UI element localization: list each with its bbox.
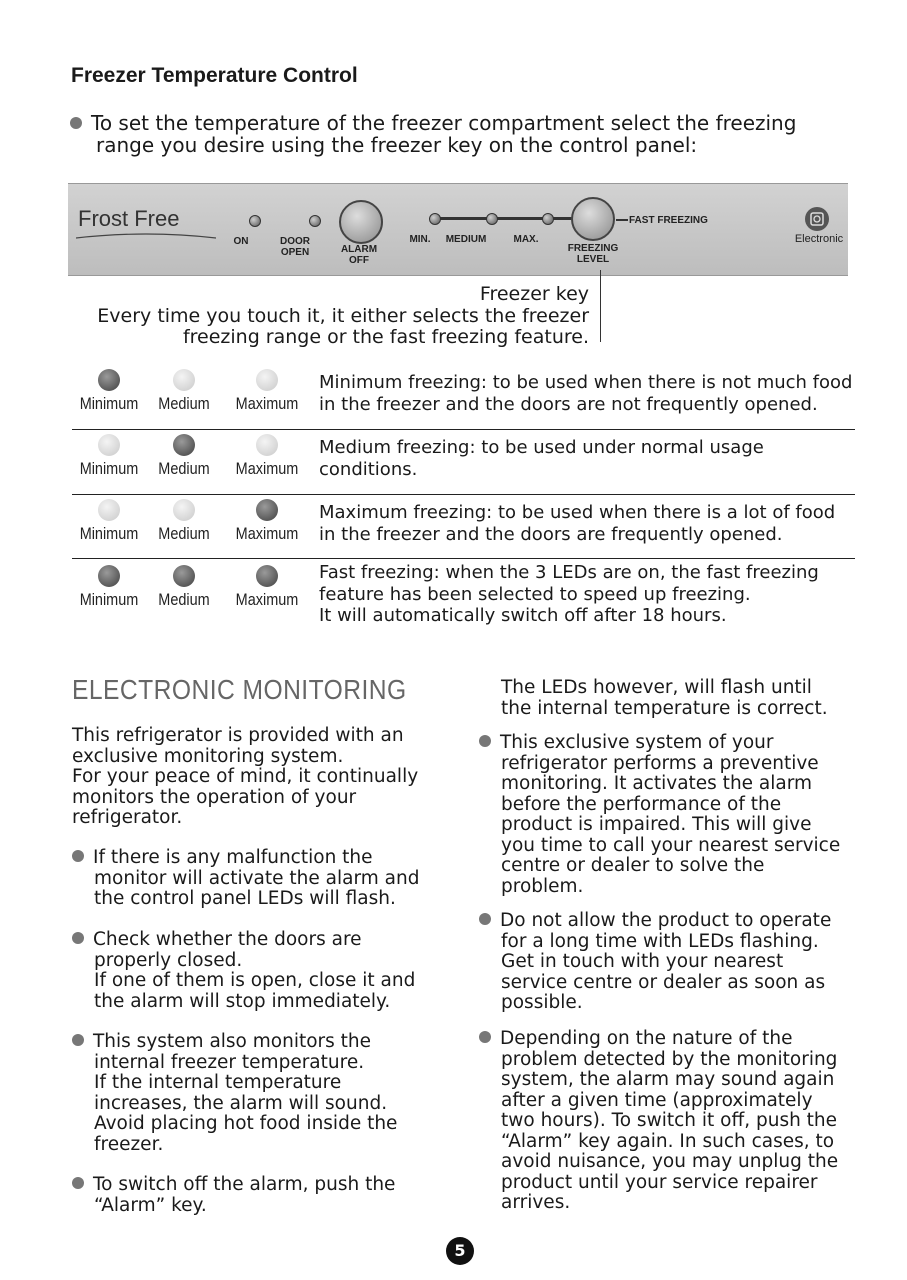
monitoring-title: ELECTRONIC MONITORING: [72, 674, 407, 705]
led-indicator: [69, 369, 149, 414]
electronic-icon: [801, 206, 833, 234]
medium-led-icon: [486, 213, 498, 225]
led-off-icon: [173, 499, 195, 521]
led-label: Maximum: [235, 394, 299, 413]
brand-logo: Frost Free: [78, 206, 180, 231]
bullet-item: [479, 911, 831, 1014]
alarm-label-line1: ALARM: [340, 244, 378, 255]
monitoring-intro: [72, 726, 418, 829]
brand-swoosh: [76, 232, 216, 242]
text-line: increases, the alarm will sound.: [94, 1092, 388, 1114]
led-label: Medium: [158, 524, 210, 543]
freezing-label-line1: FREEZING: [567, 243, 619, 254]
bullet-item: [72, 1175, 395, 1216]
bullet-icon: [72, 1177, 84, 1189]
led-label: Medium: [158, 394, 210, 413]
text-line: for a long time with LEDs flashing.: [501, 930, 819, 952]
led-indicator: [144, 499, 224, 544]
led-indicator: [69, 565, 149, 610]
text-line: two hours). To switch it off, push the: [501, 1110, 838, 1131]
mode-description-line: Minimum freezing: to be used when there is not much food: [319, 372, 853, 393]
intro-line-2: range you desire using the freezer key on the control panel:: [96, 133, 698, 157]
mode-description-line: feature has been selected to speed up freezing.: [319, 583, 751, 605]
text-line: refrigerator performs a preventive: [501, 752, 819, 774]
text-line: This exclusive system of your: [479, 733, 840, 754]
freezing-mode-row: [72, 495, 855, 559]
led-on-icon: [256, 565, 278, 587]
bullet-icon: [72, 932, 84, 944]
led-on-icon: [98, 565, 120, 587]
bullet-icon: [72, 850, 84, 862]
mode-description: [319, 502, 835, 545]
led-label: Maximum: [235, 459, 299, 478]
freezing-label-line2: LEVEL: [576, 254, 610, 265]
text-line: This system also monitors the: [72, 1032, 397, 1053]
page-number: 5: [446, 1237, 474, 1265]
led-indicator: [144, 434, 224, 479]
freezing-scale-bar: [436, 217, 576, 220]
mode-description-line: conditions.: [319, 458, 418, 480]
text-line: If the internal temperature: [94, 1072, 342, 1093]
mode-description-line: Fast freezing: when the 3 LEDs are on, the fast freezing: [319, 562, 819, 583]
led-label: Medium: [158, 459, 210, 478]
text-line: The LEDs however, will flash until: [501, 677, 812, 698]
min-label: MIN.: [409, 234, 431, 245]
text-line: the alarm will stop immediately.: [94, 990, 391, 1012]
text-line: properly closed.: [94, 949, 243, 971]
led-on-icon: [256, 499, 278, 521]
led-on-icon: [173, 434, 195, 456]
alarm-off-label: [331, 244, 387, 266]
led-off-icon: [98, 434, 120, 456]
led-label: Minimum: [79, 459, 139, 478]
text-line: system, the alarm may sound again: [501, 1069, 835, 1090]
mode-description-line: in the freezer and the doors are not frequently opened.: [319, 393, 818, 415]
text-line: you time to call your nearest service: [501, 834, 841, 856]
led-indicator: [144, 369, 224, 414]
text-line: arrives.: [501, 1192, 571, 1213]
led-label: Minimum: [79, 524, 139, 543]
freezer-key-caption: [97, 284, 589, 349]
led-off-icon: [256, 434, 278, 456]
bullet-icon: [72, 1034, 84, 1046]
freezing-mode-row: [72, 430, 855, 495]
intro-text: [70, 112, 830, 156]
bullet-item: [72, 930, 415, 1012]
led-off-icon: [256, 369, 278, 391]
text-line: exclusive monitoring system.: [72, 745, 344, 767]
mode-description: [319, 437, 764, 480]
min-led-icon: [429, 213, 441, 225]
bullet-item: [72, 1032, 397, 1155]
control-panel-illustration: [68, 183, 848, 276]
led-label: Maximum: [235, 524, 299, 543]
bullet-item: [72, 848, 419, 910]
freezing-level-label: [560, 243, 626, 265]
text-line: freezer.: [94, 1133, 164, 1155]
door-label-line1: DOOR: [280, 236, 310, 247]
led-indicator: [69, 499, 149, 544]
led-off-icon: [173, 369, 195, 391]
medium-label: MEDIUM: [445, 234, 487, 245]
freezer-key-line1: Every time you touch it, it either selects the freezer: [97, 304, 589, 327]
text-line: monitoring. It activates the alarm: [501, 773, 813, 794]
text-line: monitor will activate the alarm and: [94, 867, 420, 889]
freezer-key-line2: freezing range or the fast freezing feature.: [182, 326, 589, 348]
door-open-led-icon: [309, 215, 321, 227]
text-line: To switch off the alarm, push the: [72, 1175, 395, 1196]
text-line: “Alarm” key again. In such cases, to: [501, 1130, 835, 1152]
mode-description-line: Maximum freezing: to be used when there is a lot of food: [319, 502, 836, 523]
led-label: Maximum: [235, 590, 299, 609]
led-indicator: [144, 565, 224, 610]
fast-freezing-connector: [616, 219, 628, 221]
bullet-icon: [479, 1031, 491, 1043]
text-line: problem.: [501, 875, 584, 897]
mode-description: [319, 372, 852, 415]
text-line: product until your service repairer: [501, 1171, 818, 1193]
text-line: refrigerator.: [72, 807, 183, 828]
text-line: internal freezer temperature.: [94, 1051, 365, 1073]
fast-freezing-label: FAST FREEZING: [629, 215, 708, 226]
row-divider: [72, 558, 855, 559]
led-on-icon: [173, 565, 195, 587]
text-line: service centre or dealer as soon as: [501, 971, 826, 993]
door-open-label: [273, 236, 317, 258]
text-line: centre or dealer to solve the: [501, 855, 765, 876]
led-label: Minimum: [79, 590, 139, 609]
led-indicator: [227, 434, 307, 479]
text-line: avoid nuisance, you may unplug the: [501, 1151, 839, 1172]
mode-description-line: in the freezer and the doors are frequently opened.: [319, 523, 783, 545]
text-line: Depending on the nature of the: [479, 1029, 838, 1050]
text-line: For your peace of mind, it continually: [72, 766, 419, 787]
alarm-off-key: [339, 200, 383, 244]
text-line: If there is any malfunction the: [72, 848, 419, 869]
led-off-icon: [98, 499, 120, 521]
alarm-label-line2: OFF: [349, 255, 369, 266]
on-led-icon: [249, 215, 261, 227]
freezer-key: [571, 197, 615, 241]
mode-description-line: It will automatically switch off after 18 hours.: [319, 605, 727, 626]
mode-description-line: Medium freezing: to be used under normal usage: [319, 437, 764, 458]
right-continuation: [501, 678, 828, 719]
electronic-label: Electronic: [794, 233, 844, 245]
text-line: Avoid placing hot food inside the: [94, 1113, 398, 1134]
text-line: after a given time (approximately: [501, 1089, 813, 1111]
bullet-item: [479, 1029, 838, 1214]
text-line: the internal temperature is correct.: [501, 697, 828, 719]
bullet-icon: [70, 117, 82, 129]
led-on-icon: [98, 369, 120, 391]
led-label: Minimum: [79, 394, 139, 413]
text-line: “Alarm” key.: [94, 1194, 207, 1216]
text-line: Get in touch with your nearest: [501, 951, 784, 972]
mode-description: [319, 562, 819, 627]
text-line: before the performance of the: [501, 793, 782, 815]
max-led-icon: [542, 213, 554, 225]
freezer-key-pointer-line: [600, 270, 601, 342]
page-heading: Freezer Temperature Control: [71, 64, 358, 87]
bullet-icon: [479, 913, 491, 925]
intro-line-1: To set the temperature of the freezer compartment select the freezing: [91, 111, 797, 135]
freezing-mode-row: [72, 365, 855, 430]
freezing-mode-row: [72, 561, 855, 631]
text-line: Check whether the doors are: [72, 930, 415, 951]
bullet-icon: [479, 735, 491, 747]
text-line: monitors the operation of your: [72, 786, 357, 808]
text-line: Do not allow the product to operate: [479, 911, 831, 932]
door-label-line2: OPEN: [280, 247, 310, 258]
led-label: Medium: [158, 590, 210, 609]
freezer-key-title: Freezer key: [479, 283, 589, 305]
led-indicator: [69, 434, 149, 479]
led-indicator: [227, 369, 307, 414]
bullet-item: [479, 733, 840, 897]
text-line: possible.: [501, 992, 583, 1013]
max-label: MAX.: [513, 234, 539, 245]
text-line: If one of them is open, close it and: [94, 970, 416, 991]
text-line: product is impaired. This will give: [501, 814, 812, 835]
on-label: ON: [233, 236, 249, 247]
text-line: the control panel LEDs will flash.: [94, 888, 396, 909]
led-indicator: [227, 499, 307, 544]
led-indicator: [227, 565, 307, 610]
text-line: This refrigerator is provided with an: [72, 725, 404, 746]
text-line: problem detected by the monitoring: [501, 1048, 838, 1070]
